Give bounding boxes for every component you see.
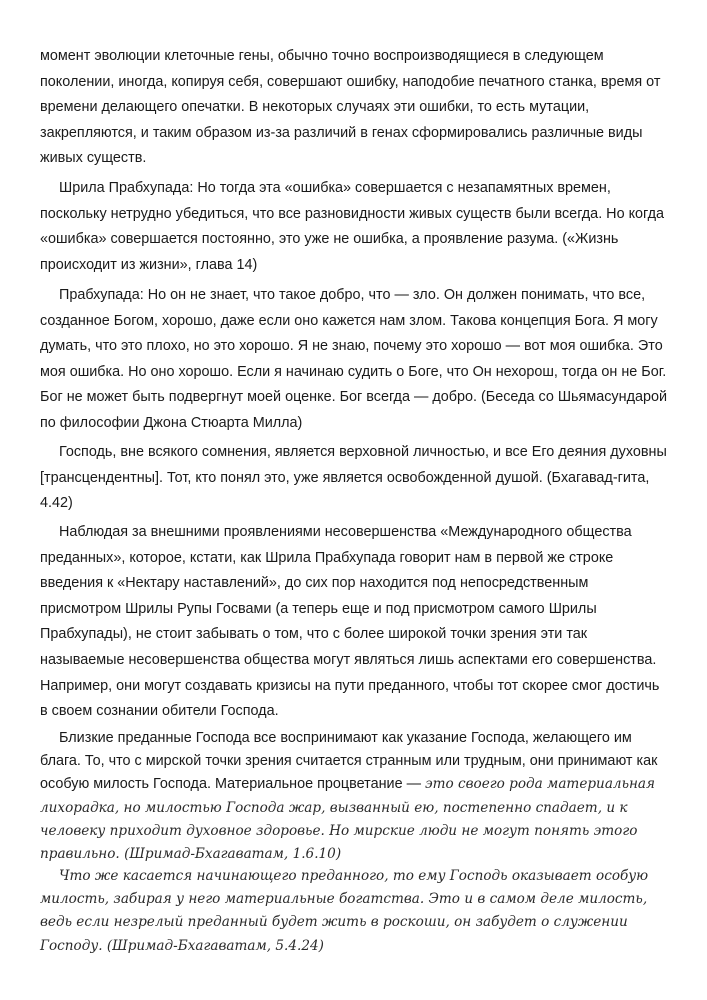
bhagavatam-quote-1-6-10: это своего рода материальная лихорадка, но милостью Господа жар, вызванный ею, постепенно спадает, и к человеку приходит духовное здоровье. Но мирские люди не могут понять этого правильно. (Шримад-Бхагаватам, 1.6.10) [40, 776, 656, 863]
paragraph-society-imperfections: Наблюдая за внешними проявлениями несовершенства «Международного общества преданных», которое, кстати, как Шрила Прабхупада говорит нам в первой же строке введения к «Нектару наставлений», до сих пор находится под непосредственным присмотром Шрилы Рупы Госвами (а теперь еще и под присмотром самого Шрилы Прабхупады), не стоит забывать о том, что с более широкой точки зрения эти так называемые несовершенства общества могут являться лишь аспектами его совершенства. Например, они могут создавать кризисы на пути преданного, чтобы тот скорее смог достичь в своем сознании обители Господа. [40, 524, 660, 720]
paragraph-prabhupada-good: Прабхупада: Но он не знает, что такое добро, что — зло. Он должен понимать, что все, созданное Богом, хорошо, даже если оно кажется нам злом. Такова концепция Бога. Я могу думать, что это плохо, но это хорошо. Я не знаю, почему это хорошо — вот моя ошибка. Это моя ошибка. Но оно хорошо. Если я начинаю судить о Боге, что Он нехорош, тогда он не Бог. Бог не может быть подвергнут моей оценке. Бог всегда — добро. (Беседа со Шьямасундарой по философии Джона Стюарта Милла) [40, 287, 668, 431]
paragraph-bhagavad-gita-quote: Господь, вне всякого сомнения, является верховной личностью, и все Его деяния духовны [трансцендентны]. Тот, кто понял это, уже является освобожденной душой. (Бхагавад-гита, 4.42) [40, 444, 667, 512]
paragraph-prabhupada-error: Шрила Прабхупада: Но тогда эта «ошибка» совершается с незапамятных времен, поскольку нетрудно убедиться, что все разновидности живых существ были всегда. Но когда «ошибка» совершается постоянно, это уже не ошибка, а проявление разума. («Жизнь происходит из жизни», глава 14) [40, 180, 665, 273]
paragraph-devotees-mercy [40, 727, 670, 866]
paragraph-devotees-mercy-text: Близкие преданные Господа все воспринимают как указание Господа, желающего им блага. То, что с мирской точки зрения считается странным или трудным, они принимают как особую милость Господа. Материальное процветание — [40, 730, 658, 793]
paragraph-gene-mutations: момент эволюции клеточные гены, обычно точно воспроизводящиеся в следующем поколении, иногда, копируя себя, совершают ошибку, наподобие печатного станка, время от времени делающего опечатки. В некоторых случаях эти ошибки, то есть мутации, закрепляются, и таким образом из-за различий в генах сформировались различные виды живых существ. [40, 48, 661, 167]
bhagavatam-quote-5-4-24: Что же касается начинающего преданного, то ему Господь оказывает особую милость, забирая у него материальные богатства. Это и в самом деле милость, ведь если незрелый преданный будет жить в роскоши, он забудет о служении Господу. (Шримад-Бхагаватам, 5.4.24) [40, 868, 649, 954]
